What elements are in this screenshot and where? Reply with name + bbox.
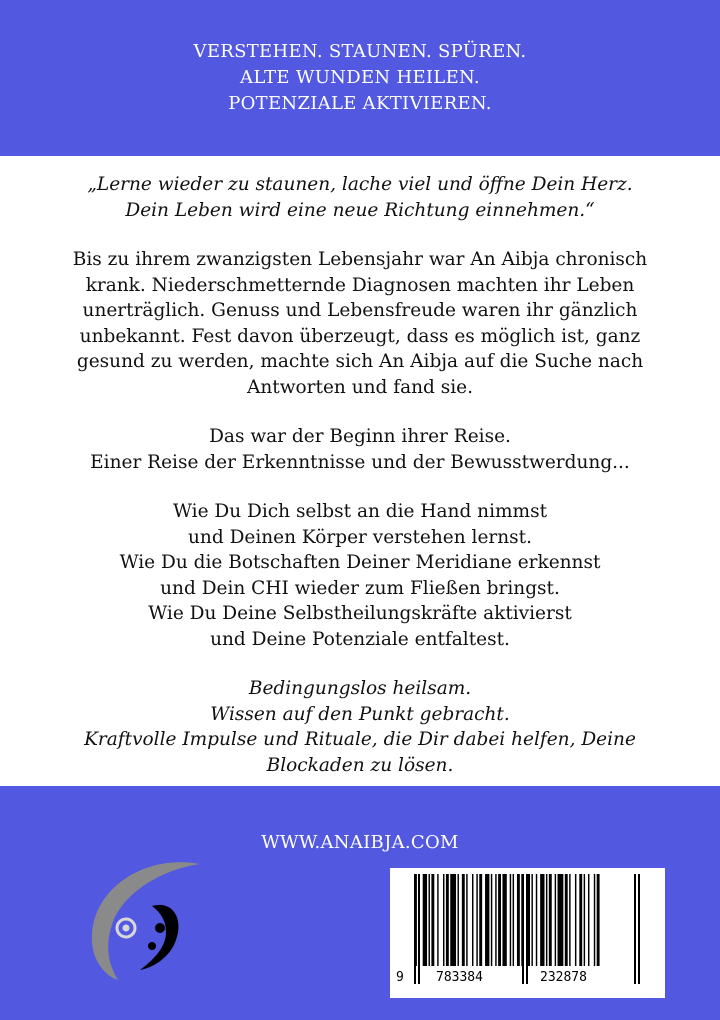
text-line: Kraftvolle Impulse und Rituale, die Dir dabei helfen, Deine	[84, 729, 636, 750]
paragraph-tagline	[0, 676, 720, 778]
paragraph-biography	[0, 247, 720, 400]
quote-line: „Lerne wieder zu staunen, lache viel und öffne Dein Herz.	[87, 174, 633, 195]
text-line: Wissen auf den Punkt gebracht.	[210, 703, 510, 725]
header-line-2: ALTE WUNDEN HEILEN.	[240, 67, 480, 88]
text-line: und Dein CHI wieder zum Fließen bringst.	[160, 577, 560, 599]
header-band	[0, 0, 720, 156]
text-line: unbekannt. Fest davon überzeugt, dass es möglich ist, ganz	[79, 325, 641, 347]
text-line: Bedingungslos heilsam.	[248, 678, 472, 699]
text-line: Wie Du Deine Selbstheilungskräfte aktivierst	[148, 603, 572, 624]
quote	[0, 172, 720, 223]
text-line: Blockaden zu lösen.	[266, 754, 454, 776]
header-line-1: VERSTEHEN. STAUNEN. SPÜREN.	[193, 41, 527, 62]
quote-line: Dein Leben wird eine neue Richtung einnehmen.“	[125, 199, 595, 221]
text-line: krank. Niederschmetternde Diagnosen machten ihr Leben	[85, 274, 635, 296]
text-line: Wie Du die Botschaften Deiner Meridiane erkennst	[119, 552, 601, 573]
website-link[interactable]: WWW.ANAIBJA.COM	[261, 832, 459, 853]
barcode-digit-first: 9	[396, 970, 404, 985]
footer-band	[0, 786, 720, 1020]
text-line: gesund zu werden, machte sich An Aibja auf die Suche nach	[76, 351, 644, 372]
text-line: und Deinen Körper verstehen lernst.	[188, 526, 532, 548]
text-line: Antworten und fand sie.	[246, 376, 473, 398]
text-line: Bis zu ihrem zwanzigsten Lebensjahr war An Aibja chronisch	[72, 249, 648, 270]
header-line-3: POTENZIALE AKTIVIEREN.	[228, 93, 492, 114]
barcode-digits-right: 232878	[540, 970, 587, 985]
barcode	[390, 868, 665, 998]
text-line: und Deine Potenziale entfaltest.	[210, 628, 510, 650]
text-line: Einer Reise der Erkenntnisse und der Bewusstwerdung...	[90, 451, 630, 473]
paragraph-benefits	[0, 499, 720, 652]
barcode-digits-left: 783384	[436, 970, 483, 985]
text-line: Wie Du Dich selbst an die Hand nimmst	[172, 501, 548, 522]
text-line: unerträglich. Genuss und Lebensfreude waren ihr gänzlich	[82, 300, 638, 321]
paragraph-journey	[0, 424, 720, 475]
text-line: Das war der Beginn ihrer Reise.	[209, 426, 511, 447]
back-cover-text	[0, 172, 720, 802]
logo-icon	[80, 854, 210, 984]
